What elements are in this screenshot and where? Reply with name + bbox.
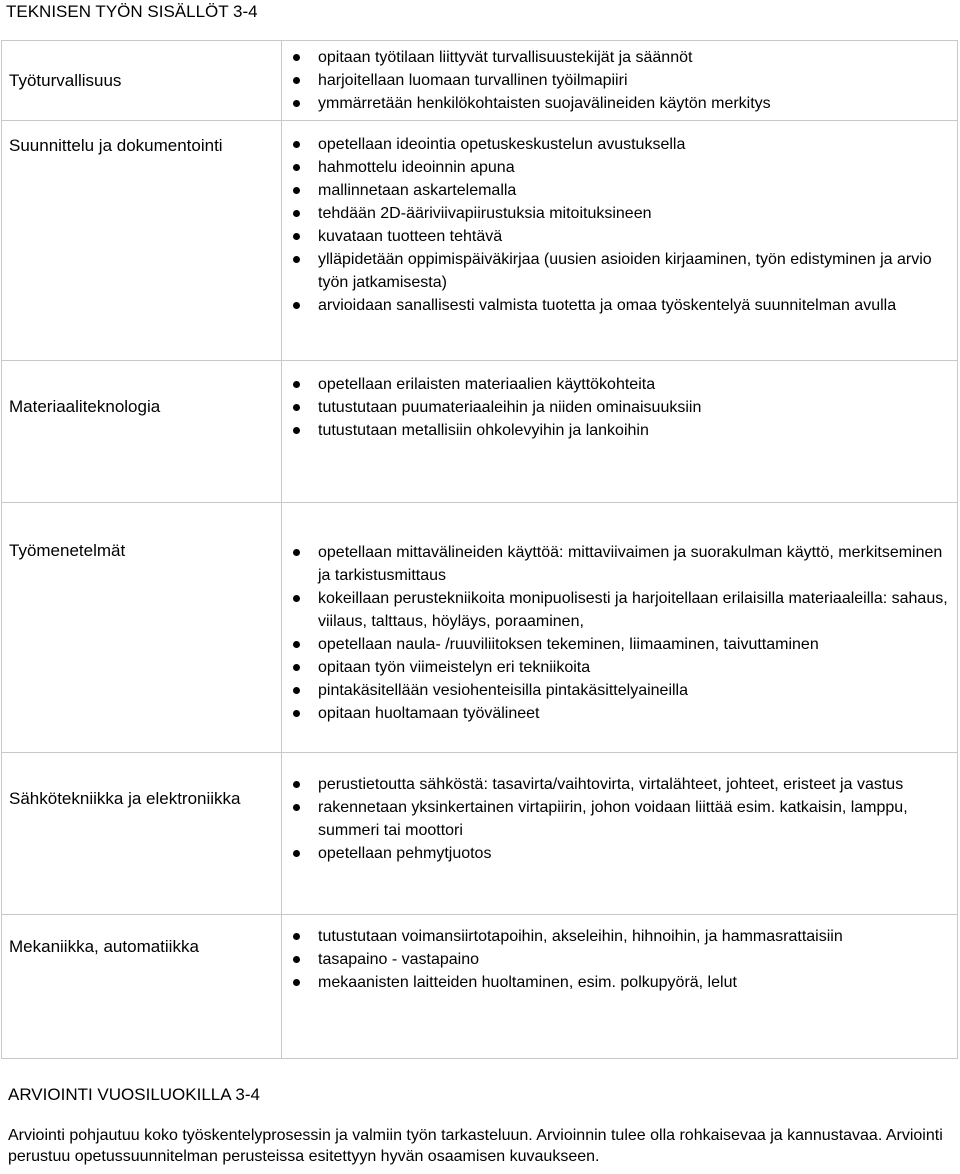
topic-cell: Materiaaliteknologia (2, 361, 282, 503)
items-cell (282, 41, 958, 121)
list-item: kokeillaan perustekniikoita monipuolisesti ja harjoitellaan erilaisilla materiaaleilla: sahaus, viilaus, talttaus, höyläys, poraaminen, (282, 587, 957, 633)
list-item: ylläpidetään oppimispäiväkirjaa (uusien asioiden kirjaaminen, työn edistyminen ja arvio työn jatkamisesta) (282, 248, 957, 294)
list-item: opitaan huoltamaan työvälineet (282, 702, 957, 725)
list-item: tutustutaan puumateriaaleihin ja niiden ominaisuuksiin (282, 396, 957, 419)
list-item: mallinnetaan askartelemalla (282, 179, 957, 202)
list-item: perustietoutta sähköstä: tasavirta/vaihtovirta, virtalähteet, johteet, eristeet ja vastus (282, 773, 957, 796)
items-cell (282, 753, 958, 915)
list-item: opetellaan naula- /ruuviliitoksen tekeminen, liimaaminen, taivuttaminen (282, 633, 957, 656)
topic-cell: Mekaniikka, automatiikka (2, 915, 282, 1059)
items-cell (282, 503, 958, 753)
list-item: tutustutaan voimansiirtotapoihin, akseleihin, hihnoihin, ja hammasrattaisiin (282, 925, 957, 948)
topic-cell: Suunnittelu ja dokumentointi (2, 121, 282, 361)
list-item: opetellaan mittavälineiden käyttöä: mittaviivaimen ja suorakulman käyttö, merkitseminen ja tarkistusmittaus (282, 541, 957, 587)
bullet-list (282, 541, 957, 725)
list-item: mekaanisten laitteiden huoltaminen, esim. polkupyörä, lelut (282, 971, 957, 994)
items-cell (282, 915, 958, 1059)
items-cell (282, 121, 958, 361)
list-item: tehdään 2D-ääriviivapiirustuksia mitoituksineen (282, 202, 957, 225)
table-row (2, 121, 958, 361)
table-row (2, 361, 958, 503)
assessment-heading: ARVIOINTI VUOSILUOKILLA 3-4 (8, 1085, 260, 1104)
topic-cell: Työmenetelmät (2, 503, 282, 753)
list-item: tutustutaan metallisiin ohkolevyihin ja lankoihin (282, 419, 957, 442)
list-item: ymmärretään henkilökohtaisten suojavälineiden käytön merkitys (282, 92, 957, 115)
topic-cell: Sähkötekniikka ja elektroniikka (2, 753, 282, 915)
table-row (2, 915, 958, 1059)
assessment-text: Arviointi pohjautuu koko työskentelyprosessin ja valmiin työn tarkasteluun. Arvioinnin tulee olla rohkaisevaa ja kannustavaa. Arviointi perustuu opetussuunnitelman perusteissa esitettyyn hyvän osaamisen kuvaukseen. (8, 1127, 943, 1165)
list-item: pintakäsitellään vesiohenteisilla pintakäsittelyaineilla (282, 679, 957, 702)
bullet-list (282, 133, 957, 317)
bullet-list (282, 373, 957, 442)
assessment-section (8, 1085, 956, 1167)
list-item: opetellaan erilaisten materiaalien käyttökohteita (282, 373, 957, 396)
table-row (2, 41, 958, 121)
list-item: arvioidaan sanallisesti valmista tuotetta ja omaa työskentelyä suunnitelman avulla (282, 294, 957, 317)
bullet-list (282, 925, 957, 994)
list-item: opitaan työtilaan liittyvät turvallisuustekijät ja säännöt (282, 46, 957, 69)
list-item: opetellaan pehmytjuotos (282, 842, 957, 865)
list-item: harjoitellaan luomaan turvallinen työilmapiiri (282, 69, 957, 92)
table-row (2, 503, 958, 753)
list-item: tasapaino - vastapaino (282, 948, 957, 971)
table-row (2, 753, 958, 915)
list-item: rakennetaan yksinkertainen virtapiirin, johon voidaan liittää esim. katkaisin, lamppu, summeri tai moottori (282, 796, 957, 842)
bullet-list (282, 46, 957, 115)
document-title: TEKNISEN TYÖN SISÄLLÖT 3-4 (6, 2, 258, 21)
topic-cell: Työturvallisuus (2, 41, 282, 121)
list-item: kuvataan tuotteen tehtävä (282, 225, 957, 248)
list-item: opetellaan ideointia opetuskeskustelun avustuksella (282, 133, 957, 156)
items-cell (282, 361, 958, 503)
bullet-list (282, 773, 957, 865)
list-item: opitaan työn viimeistelyn eri tekniikoita (282, 656, 957, 679)
content-table (1, 40, 958, 1059)
list-item: hahmottelu ideoinnin apuna (282, 156, 957, 179)
